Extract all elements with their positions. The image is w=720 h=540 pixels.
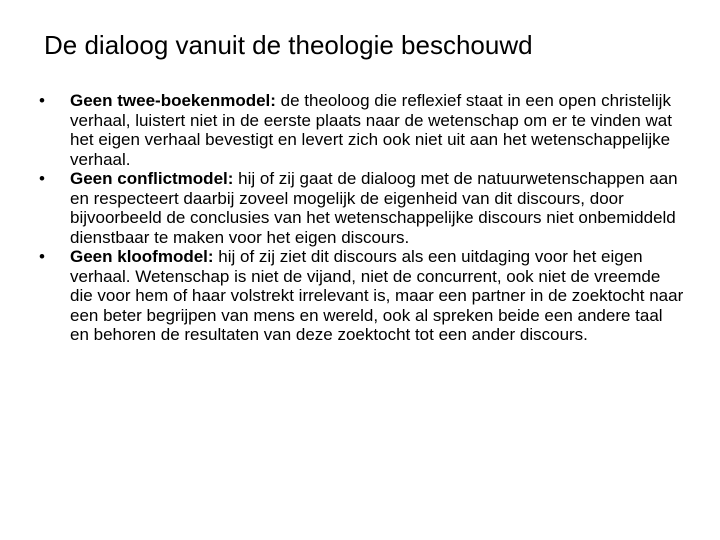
bullet-item-conflict-model: [36, 169, 686, 247]
bullet-term: Geen kloofmodel:: [70, 247, 214, 266]
slide-title: De dialoog vanuit de theologie beschouwd: [44, 30, 533, 60]
bullet-text: de theoloog die reflexief staat in een open christelijk verhaal, luistert niet in de eerste plaats naar de wetenschap om er te vinden wat het eigen verhaal bevestigt en levert zich ook niet uit aan het wetenschappelijke verhaal.: [70, 91, 672, 169]
bullet-list: [36, 91, 686, 345]
bullet-text: hij of zij gaat de dialoog met de natuurwetenschappen aan en respecteert daarbij zoveel mogelijk de eigenheid van dit discours, door bijvoorbeeld de conclusies van het wetenschappelijke discours niet onbemiddeld dienstbaar te maken voor het eigen discours.: [70, 169, 678, 247]
bullet-marker: •: [39, 169, 45, 188]
bullet-item-two-books-model: [36, 91, 686, 169]
bullet-marker: •: [39, 247, 45, 266]
bullet-term: Geen conflictmodel:: [70, 169, 234, 188]
bullet-term: Geen twee-boekenmodel:: [70, 91, 276, 110]
bullet-text: hij of zij ziet dit discours als een uitdaging voor het eigen verhaal. Wetenschap is niet de vijand, niet de concurrent, ook niet de vreemde die voor hem of haar volstrekt irrelevant is, maar een partner in de zoektocht naar een beter begrijpen van mens en wereld, ook al spreken beide een andere taal en behoren de resultaten van deze zoektocht tot een ander discours.: [70, 247, 684, 344]
bullet-item-gap-model: [36, 247, 686, 345]
bullet-marker: •: [39, 91, 45, 110]
